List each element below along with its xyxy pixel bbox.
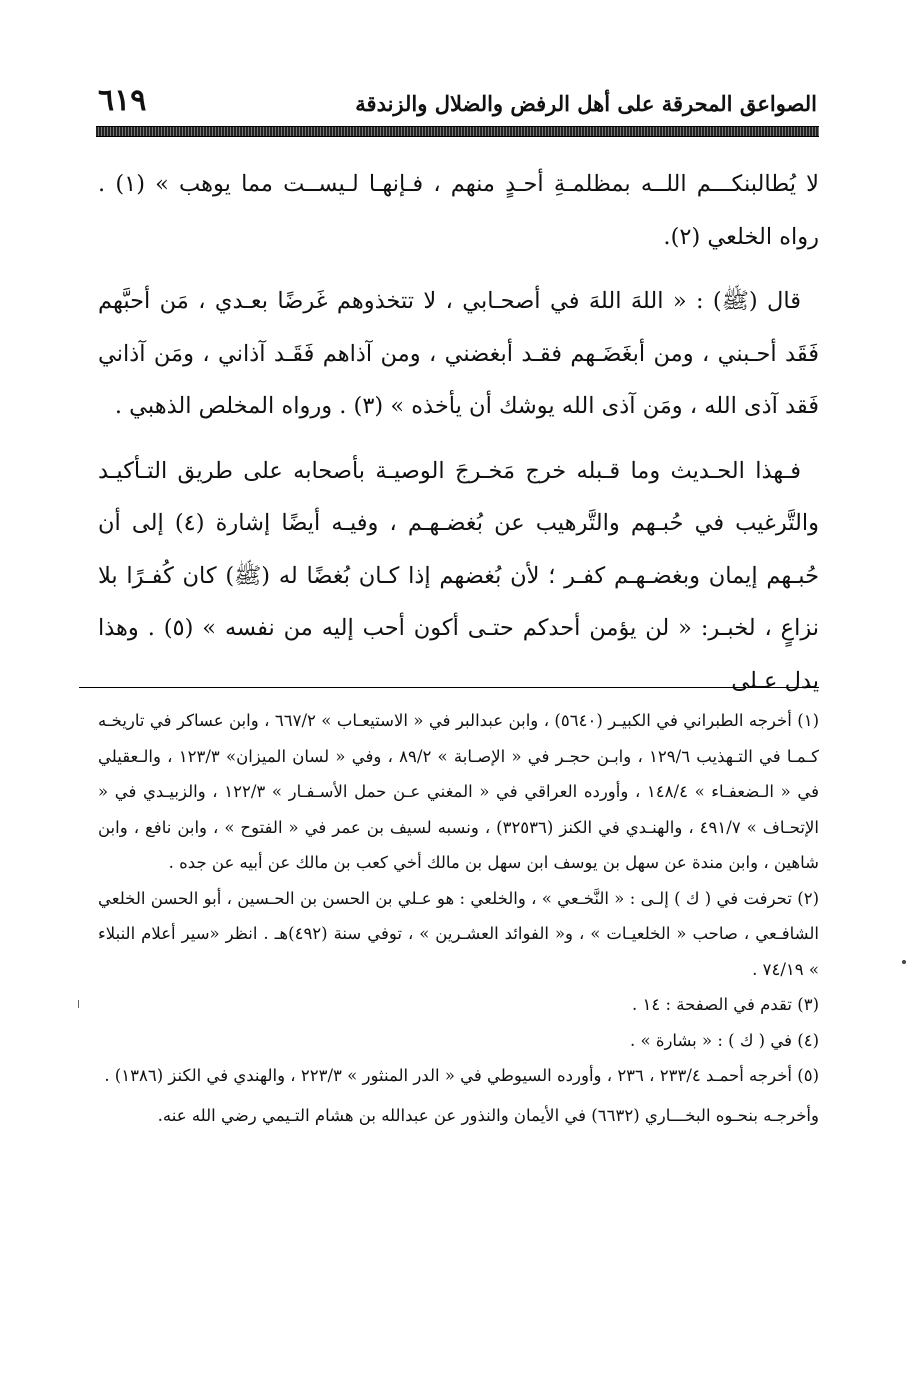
footnote-5-continuation: وأخرجـه بنحـوه البخـــاري (٦٦٣٢) في الأيمان والنذور عن عبدالله بن هشام التـيمي رضي الله عنه. bbox=[157, 1105, 819, 1125]
footnotes bbox=[98, 703, 819, 1133]
margin-speck bbox=[902, 960, 906, 964]
paragraph-2: قال (ﷺ) : « اللهَ اللهَ في أصحـابي ، لا تتخذوهم غَرضًا بعـدي ، مَن أحبَّهم فَقَد أحـبني ، ومن أبغَضَـهم فقـد أبغضني ، ومن آذاهم فَقَـد آذاني ، ومَن آذاني فَقد آذى الله ، ومَن آذى الله يوشك أن يأخذه » (٣) . ورواه المخلص الذهبي . bbox=[98, 288, 819, 419]
page-number: ٦١٩ bbox=[98, 83, 147, 118]
running-title: الصواعق المحرقة على أهل الرفض والضلال والزندقة bbox=[355, 91, 817, 116]
paragraph-3: فـهذا الحـديث وما قـبله خرج مَخـرجَ الوصيـة بأصحابه على طريق التـأكيـد والتَّرغيب في حُبـهم والتَّرهيب عن بُغضـهـم ، وفيـه أيضًا إشارة (٤) إلى أن حُبـهم إيمان وبغضـهـم كفـر ؛ لأن بُغضهم إذا كـان بُغضًا له (ﷺ) كان كُفـرًا بلا نزاعٍ ، لخبـر: « لن يؤمن أحدكم حتـى أكون أحب إليه من نفسه » (٥) . وهذا يدل عـلى bbox=[98, 457, 820, 694]
footnote-separator bbox=[79, 687, 819, 688]
main-text bbox=[98, 158, 819, 707]
header-rule bbox=[96, 126, 819, 137]
footnote-3: (٣) تقدم في الصفحة : ١٤ . bbox=[632, 995, 819, 1014]
margin-tick bbox=[78, 1000, 79, 1008]
paragraph-1: لا يُطالبنكـــم اللــه بمظلمـةِ أحـدٍ منهم ، فـإنهـا لـيســت مما يوهب » (١) . رواه الخلعي (٢). bbox=[98, 171, 819, 250]
footnote-5: (٥) أخرجه أحمـد ٢٣٣/٤ ، ٢٣٦ ، وأورده السيوطي في « الدر المنثور » ٢٢٣/٣ ، والهندي في الكنز (١٣٨٦) . bbox=[104, 1066, 819, 1085]
footnote-1: (١) أخرجه الطبراني في الكبيـر (٥٦٤٠) ، وابن عبدالبر في « الاستيعـاب » ٦٦٧/٢ ، وابن عساكر في تاريخـه كـمـا في التـهذيب ١٢٩/٦ ، وابـن حجـر في « الإصـابة » ٨٩/٢ ، وفي « لسان الميزان» ١٢٣/٣ ، والـعقيلي في « الـضعفـاء » ١٤٨/٤ ، وأورده العراقي في « المغني عـن حمل الأسـفـار » ١٢٢/٣ ، والزبيـدي في « الإتحـاف » ٤٩١/٧ ، والهنـدي في الكنز (٣٢٥٣٦) ، ونسبه لسيف بن عمر في « الفتوح » ، وابن نافع ، وابن شاهين ، وابن مندة عن سهل بن يوسف ابن سهل بن مالك أخي كعب بن مالك عن أبيه عن جده . bbox=[98, 711, 820, 872]
footnote-2: (٢) تحرفت في ( ك ) إلـى : « النَّخـعي » ، والخلعي : هو عـلي بن الحسن بن الحـسين ، أبو الحسن الخلعي الشافـعي ، صاحب « الخلعيـات » ، و« الفوائد العشـرين » ، توفي سنة (٤٩٢)هـ . انظر «سير أعلام النبلاء » ٧٤/١٩ . bbox=[98, 888, 819, 979]
page-header bbox=[98, 78, 817, 116]
footnote-4: (٤) في ( ك ) : « بشارة » . bbox=[629, 1030, 819, 1050]
